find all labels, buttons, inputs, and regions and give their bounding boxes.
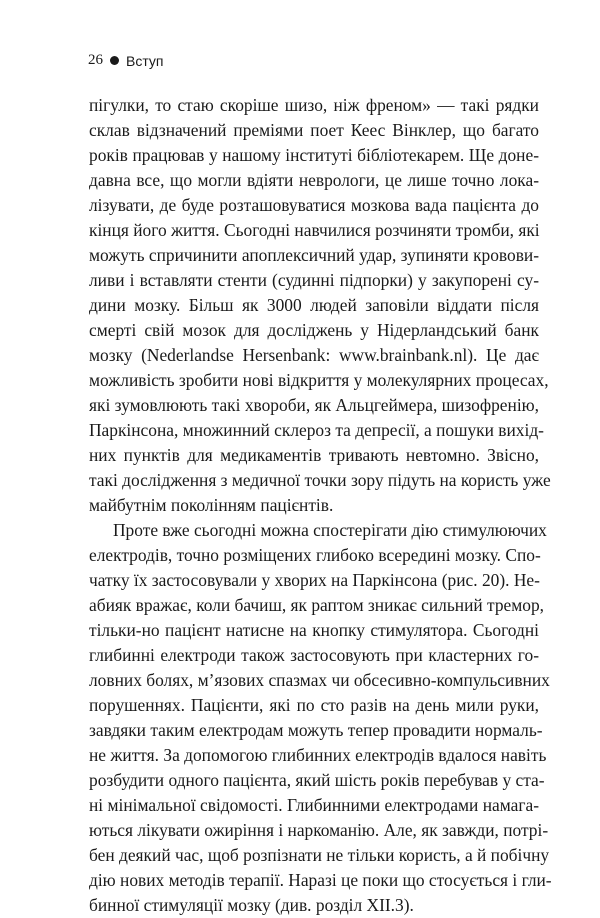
- section-title: Вступ: [126, 52, 164, 69]
- text-line: глибинні електроди також застосовують при кластерних го-: [89, 645, 539, 665]
- text-line: лізувати, де буде розташовуватися мозкова вада пацієнта до: [89, 195, 539, 215]
- text-line: бен деякий час, щоб розпізнати не тільки користь, а й побічну: [89, 845, 550, 865]
- text-line: можуть спричинити апоплексичний удар, зупиняти кровови-: [89, 245, 539, 265]
- text-line: Проте вже сьогодні можна спостерігати дію стимулюючих: [113, 520, 547, 540]
- text-line: ні мінімальної свідомості. Глибинними електродами намага-: [89, 795, 539, 815]
- text-line: ливи і вставляти стенти (судинні підпорки) у закупорені су-: [89, 270, 539, 290]
- text-line: мозку (Nederlandse Hersenbank: www.brainbank.nl). Це дає: [89, 345, 539, 365]
- text-line: пігулки, то стаю скоріше шизо, ніж френом» — такі рядки: [89, 95, 539, 115]
- text-line: тільки-но пацієнт натисне на кнопку стимулятора. Сьогодні: [89, 620, 539, 640]
- text-line: абияк вражає, коли бачиш, як раптом зникає сильний тремор,: [89, 595, 545, 615]
- body-text: [89, 93, 552, 918]
- text-line: майбутнім поколінням пацієнтів.: [89, 495, 334, 515]
- text-line: років працював у нашому інституті бібліотекарем. Ще донe-: [89, 145, 539, 165]
- text-line: можливість зробити нові відкриття у молекулярних процесах,: [89, 370, 549, 390]
- text-line: смерті свій мозок для досліджень у Нідерландський банк: [89, 320, 539, 340]
- paragraph: [89, 93, 551, 518]
- paragraph: [89, 518, 552, 918]
- page-number: 26: [88, 52, 103, 68]
- text-line: Паркінсона, множинний склероз та депресії, а пошуки вихід-: [89, 420, 544, 440]
- text-line: електродів, точно розміщених глибоко всередині мозку. Спо-: [89, 545, 541, 565]
- text-line: бинної стимуляції мозку (див. розділ XII.3).: [89, 895, 414, 915]
- text-line: розбудити одного пацієнта, який шість років перебував у ста-: [89, 770, 545, 790]
- text-line: не життя. За допомогою глибинних електродів вдалося навіть: [89, 745, 547, 765]
- text-line: чатку їх застосовували у хворих на Паркінсона (рис. 20). Не-: [89, 570, 540, 590]
- text-line: завдяки таким електродам можуть тепер провадити нормаль-: [89, 720, 543, 740]
- text-line: склав відзначений преміями поет Кеес Вінклер, що багато: [89, 120, 539, 140]
- text-line: ловних болях, м’язових спазмах чи обсесивно-компульсивних: [89, 670, 550, 690]
- running-header: [88, 52, 164, 69]
- text-line: ються лікувати ожиріння і наркоманію. Але, як завжди, потрі-: [89, 820, 549, 840]
- text-line: які зумовлюють такі хвороби, як Альцгеймера, шизофренію,: [89, 395, 539, 415]
- text-line: кінця його життя. Сьогодні навчилися розчиняти тромби, які: [89, 220, 540, 240]
- text-line: них пунктів для медикаментів тривають невтомно. Звісно,: [89, 445, 539, 465]
- text-line: порушеннях. Пацієнти, які по сто разів на день мили руки,: [89, 695, 539, 715]
- text-line: такі дослідження з медичної точки зору підуть на користь уже: [89, 470, 551, 490]
- text-line: давна все, що могли вдіяти неврологи, це лише точно лока-: [89, 170, 539, 190]
- text-line: дини мозку. Більш як 3000 людей заповіли віддати після: [89, 295, 539, 315]
- bullet-dot-icon: [110, 56, 119, 65]
- text-line: дію нових методів терапії. Наразі це поки що стосується і гли-: [89, 870, 552, 890]
